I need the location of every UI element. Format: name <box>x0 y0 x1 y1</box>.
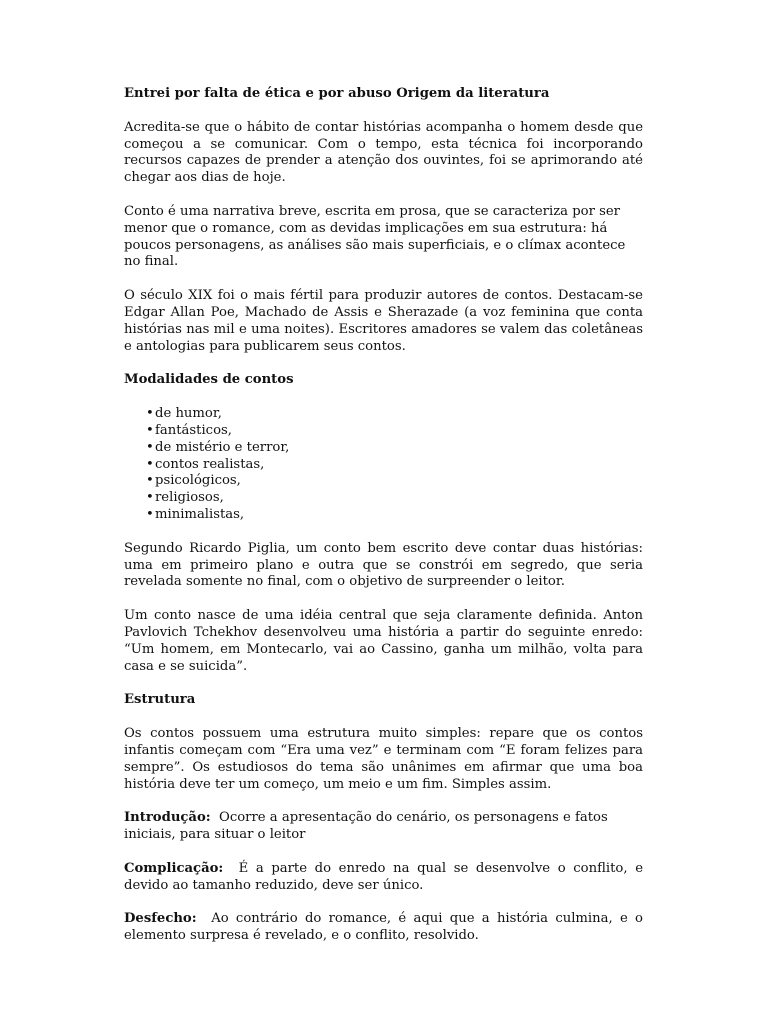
list-item <box>146 440 643 457</box>
list-item-text: psicológicos, <box>155 473 241 489</box>
list-item-text: fantásticos, <box>155 422 232 438</box>
list-item-text: contos realistas, <box>155 456 265 472</box>
part-text: Ocorre a apresentação do cenário, os personagens e fatos iniciais, para situar o leitor <box>124 810 608 843</box>
list-item <box>146 457 643 474</box>
document-page <box>124 86 643 962</box>
list-item-text: de mistério e terror, <box>155 439 290 455</box>
paragraph-piglia: Segundo Ricardo Piglia, um conto bem escrito deve contar duas histórias: uma em primeiro plano e outra que se constrói em segredo, que seria revelada somente no final, com o objetivo de surpreender o leitor. <box>124 540 643 590</box>
bullet-icon: • <box>146 406 154 422</box>
list-item-text: minimalistas, <box>155 506 245 522</box>
list-item-text: religiosos, <box>155 490 224 506</box>
list-item <box>146 406 643 423</box>
modalities-heading: Modalidades de contos <box>124 372 294 388</box>
paragraph-origin: Acredita-se que o hábito de contar histórias acompanha o homem desde que começou a se comunicar. Com o tempo, esta técnica foi incorporando recursos capazes de prender a atenção dos ouvintes, foi se aprimorando até chegar aos dias de hoje. <box>124 119 643 186</box>
paragraph-conto-definition: Conto é uma narrativa breve, escrita em prosa, que se caracteriza por ser menor que o romance, com as devidas implicações em sua estrutura: há poucos personagens, as análises são mais superficiais, e o clímax acontece no final. <box>124 203 626 270</box>
part-introducao <box>124 810 643 844</box>
modalities-list <box>124 406 643 524</box>
part-complicacao <box>124 861 643 895</box>
list-item <box>146 490 643 507</box>
bullet-icon: • <box>146 439 154 455</box>
paragraph-seculo-xix: O século XIX foi o mais fértil para produzir autores de contos. Destacam-se Edgar Allan Poe, Machado de Assis e Sherazade (a voz feminina que conta histórias nas mil e uma noites). Escritores amadores se valem das coletâneas e antologias para publicarem seus contos. <box>124 288 643 354</box>
bullet-icon: • <box>146 456 154 472</box>
bullet-icon: • <box>146 490 154 506</box>
bullet-icon: • <box>146 473 154 489</box>
list-item <box>146 507 643 524</box>
list-item <box>146 423 643 440</box>
part-text: É a parte do enredo na qual se desenvolve o conflito, e devido ao tamanho reduzido, deve ser único. <box>124 860 643 893</box>
paragraph-tchekhov: Um conto nasce de uma idéia central que seja claramente definida. Anton Pavlovich Tchekhov desenvolveu uma história a partir do seguinte enredo: “Um homem, em Montecarlo, vai ao Cassino, ganha um milhão, volta para casa e se suicida”. <box>124 608 643 674</box>
part-label: Desfecho: <box>124 911 197 927</box>
paragraph-structure: Os contos possuem uma estrutura muito simples: repare que os contos infantis começam com “Era uma vez” e terminam com “E foram felizes para sempre”. Os estudiosos do tema são unânimes em afirmar que uma boa história deve ter um começo, um meio e um fim. Simples assim. <box>124 726 643 792</box>
part-desfecho <box>124 911 643 945</box>
part-label: Introdução: <box>124 810 211 826</box>
part-text: Ao contrário do romance, é aqui que a história culmina, e o elemento surpresa é revelado, e o conflito, resolvido. <box>124 911 643 944</box>
list-item <box>146 473 643 490</box>
list-item-text: de humor, <box>155 406 222 422</box>
document-title: Entrei por falta de ética e por abuso Origem da literatura <box>124 86 550 101</box>
bullet-icon: • <box>146 422 154 438</box>
part-label: Complicação: <box>124 860 224 876</box>
structure-heading: Estrutura <box>124 692 196 708</box>
bullet-icon: • <box>146 506 154 522</box>
